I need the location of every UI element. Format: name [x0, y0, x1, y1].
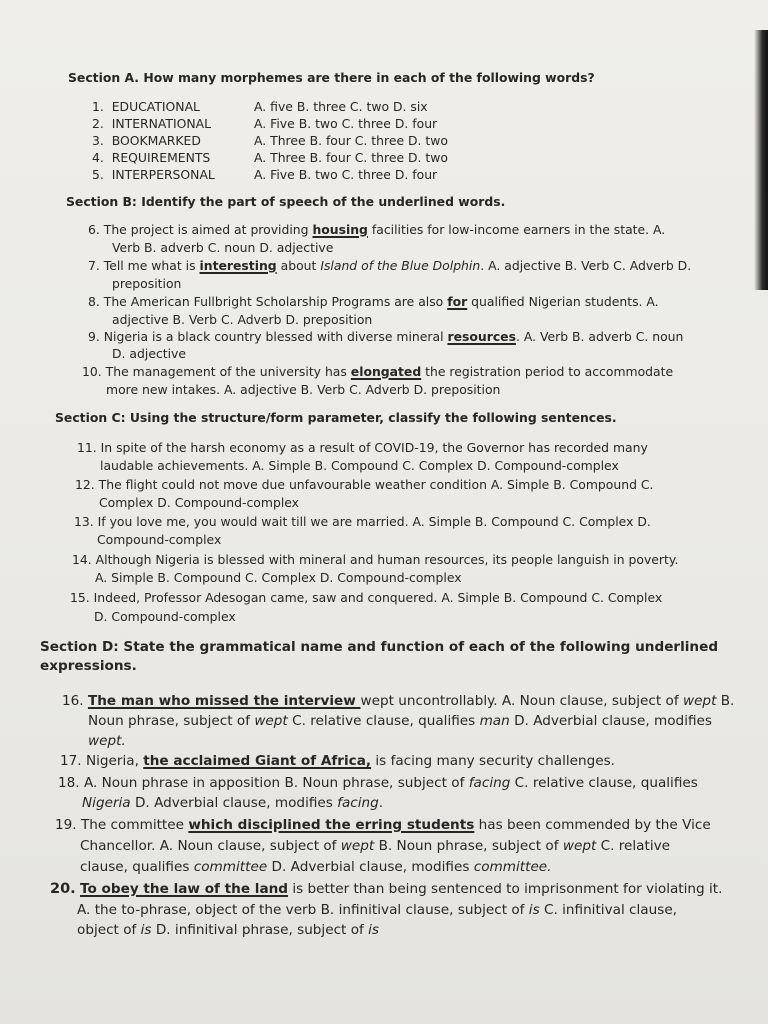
question-14-options: A. Simple B. Compound C. Complex D. Compound-complex — [95, 570, 462, 585]
list-item: 2. INTERNATIONAL — [92, 116, 212, 131]
section-d-heading-cont: expressions. — [40, 658, 137, 674]
options: A. Five B. two C. three D. four — [254, 167, 438, 182]
word: EDUCATIONAL — [111, 99, 200, 114]
question-13: 13. If you love me, you would wait till we are married. A. Simple B. Compound C. Complex D. — [74, 514, 651, 529]
underlined-expression: The man who missed the interview — [87, 693, 361, 709]
question-8: 8. The American Fullbright Scholarship Programs are also for qualified Nigerian students. A. — [88, 294, 659, 309]
underlined-expression: the acclaimed Giant of Africa, — [143, 753, 372, 769]
question-16: 16. The man who missed the interview wept uncontrollably. A. Noun clause, subject of wept B. — [62, 693, 735, 709]
question-12-options: Complex D. Compound-complex — [99, 495, 300, 510]
underlined-word: interesting — [199, 258, 277, 273]
word: INTERNATIONAL — [111, 116, 212, 131]
list-item: 3. BOOKMARKED — [92, 133, 201, 148]
page-edge-shadow — [754, 30, 768, 290]
question-19-options: Chancellor. A. Noun clause, subject of wept B. Noun phrase, subject of wept C. relative — [80, 838, 671, 854]
underlined-expression: To obey the law of the land — [80, 881, 289, 897]
list-item: 4. REQUIREMENTS — [92, 150, 211, 165]
word: REQUIREMENTS — [111, 150, 211, 165]
question-18: 18. A. Noun phrase in apposition B. Noun phrase, subject of facing C. relative clause, qualifies — [58, 775, 698, 791]
question-15-options: D. Compound-complex — [94, 609, 236, 624]
options: A. Three B. four C. three D. two — [254, 133, 449, 148]
question-13-options: Compound-complex — [97, 532, 222, 547]
question-16-options: Noun phrase, subject of wept C. relative clause, qualifies man D. Adverbial clause, modifies — [88, 713, 712, 729]
section-c-heading: Section C: Using the structure/form parameter, classify the following sentences. — [55, 410, 617, 425]
question-6-options: Verb B. adverb C. noun D. adjective — [112, 240, 334, 255]
options: A. Three B. four C. three D. two — [254, 150, 449, 165]
question-10: 10. The management of the university has elongated the registration period to accommodate — [82, 364, 674, 379]
question-11: 11. In spite of the harsh economy as a result of COVID-19, the Governor has recorded many — [77, 440, 648, 455]
question-7-options: preposition — [112, 276, 182, 291]
list-item: 5. INTERPERSONAL — [92, 167, 215, 182]
question-20: 20. To obey the law of the land is better than being sentenced to imprisonment for violating it. — [50, 881, 723, 897]
question-10-options: more new intakes. A. adjective B. Verb C. Adverb D. preposition — [106, 382, 501, 397]
section-b-heading: Section B: Identify the part of speech of the underlined words. — [66, 194, 506, 209]
question-15: 15. Indeed, Professor Adesogan came, saw and conquered. A. Simple B. Compound C. Complex — [70, 590, 663, 605]
question-6: 6. The project is aimed at providing housing facilities for low-income earners in the state. A. — [88, 222, 666, 237]
question-7: 7. Tell me what is interesting about Island of the Blue Dolphin. A. adjective B. Verb C. Adverb D. — [88, 258, 692, 273]
list-item: 1. EDUCATIONAL — [92, 99, 200, 114]
question-12: 12. The flight could not move due unfavourable weather condition A. Simple B. Compound C. — [75, 477, 654, 492]
question-9-options: D. adjective — [112, 346, 187, 361]
question-8-options: adjective B. Verb C. Adverb D. preposition — [112, 312, 373, 327]
question-20-options-cont: object of is D. infinitival phrase, subject of is — [77, 922, 379, 938]
section-d-heading: Section D: State the grammatical name and function of each of the following underlined — [40, 639, 719, 655]
underlined-word: resources — [447, 329, 516, 344]
question-14: 14. Although Nigeria is blessed with mineral and human resources, its people languish in poverty. — [72, 552, 679, 567]
question-11-options: laudable achievements. A. Simple B. Compound C. Complex D. Compound-complex — [100, 458, 619, 473]
options: A. five B. three C. two D. six — [254, 99, 428, 114]
underlined-expression: which disciplined the erring students — [188, 817, 475, 833]
word: BOOKMARKED — [111, 133, 201, 148]
underlined-word: housing — [312, 222, 368, 237]
question-19: 19. The committee which disciplined the erring students has been commended by the Vice — [55, 817, 711, 833]
underlined-word: elongated — [350, 364, 422, 379]
question-17: 17. Nigeria, the acclaimed Giant of Africa, is facing many security challenges. — [60, 753, 615, 769]
question-19-options-cont: clause, qualifies committee D. Adverbial clause, modifies committee. — [80, 859, 552, 875]
question-9: 9. Nigeria is a black country blessed with diverse mineral resources. A. Verb B. adverb C. noun — [88, 329, 684, 344]
word: INTERPERSONAL — [111, 167, 215, 182]
question-16-options-cont: wept. — [88, 733, 126, 749]
section-a-heading: Section A. How many morphemes are there in each of the following words? — [68, 70, 595, 85]
underlined-word: for — [447, 294, 468, 309]
question-20-options: A. the to-phrase, object of the verb B. infinitival clause, subject of is C. infinitival clause, — [77, 902, 678, 918]
question-18-options: Nigeria D. Adverbial clause, modifies facing. — [82, 795, 384, 811]
options: A. Five B. two C. three D. four — [254, 116, 438, 131]
